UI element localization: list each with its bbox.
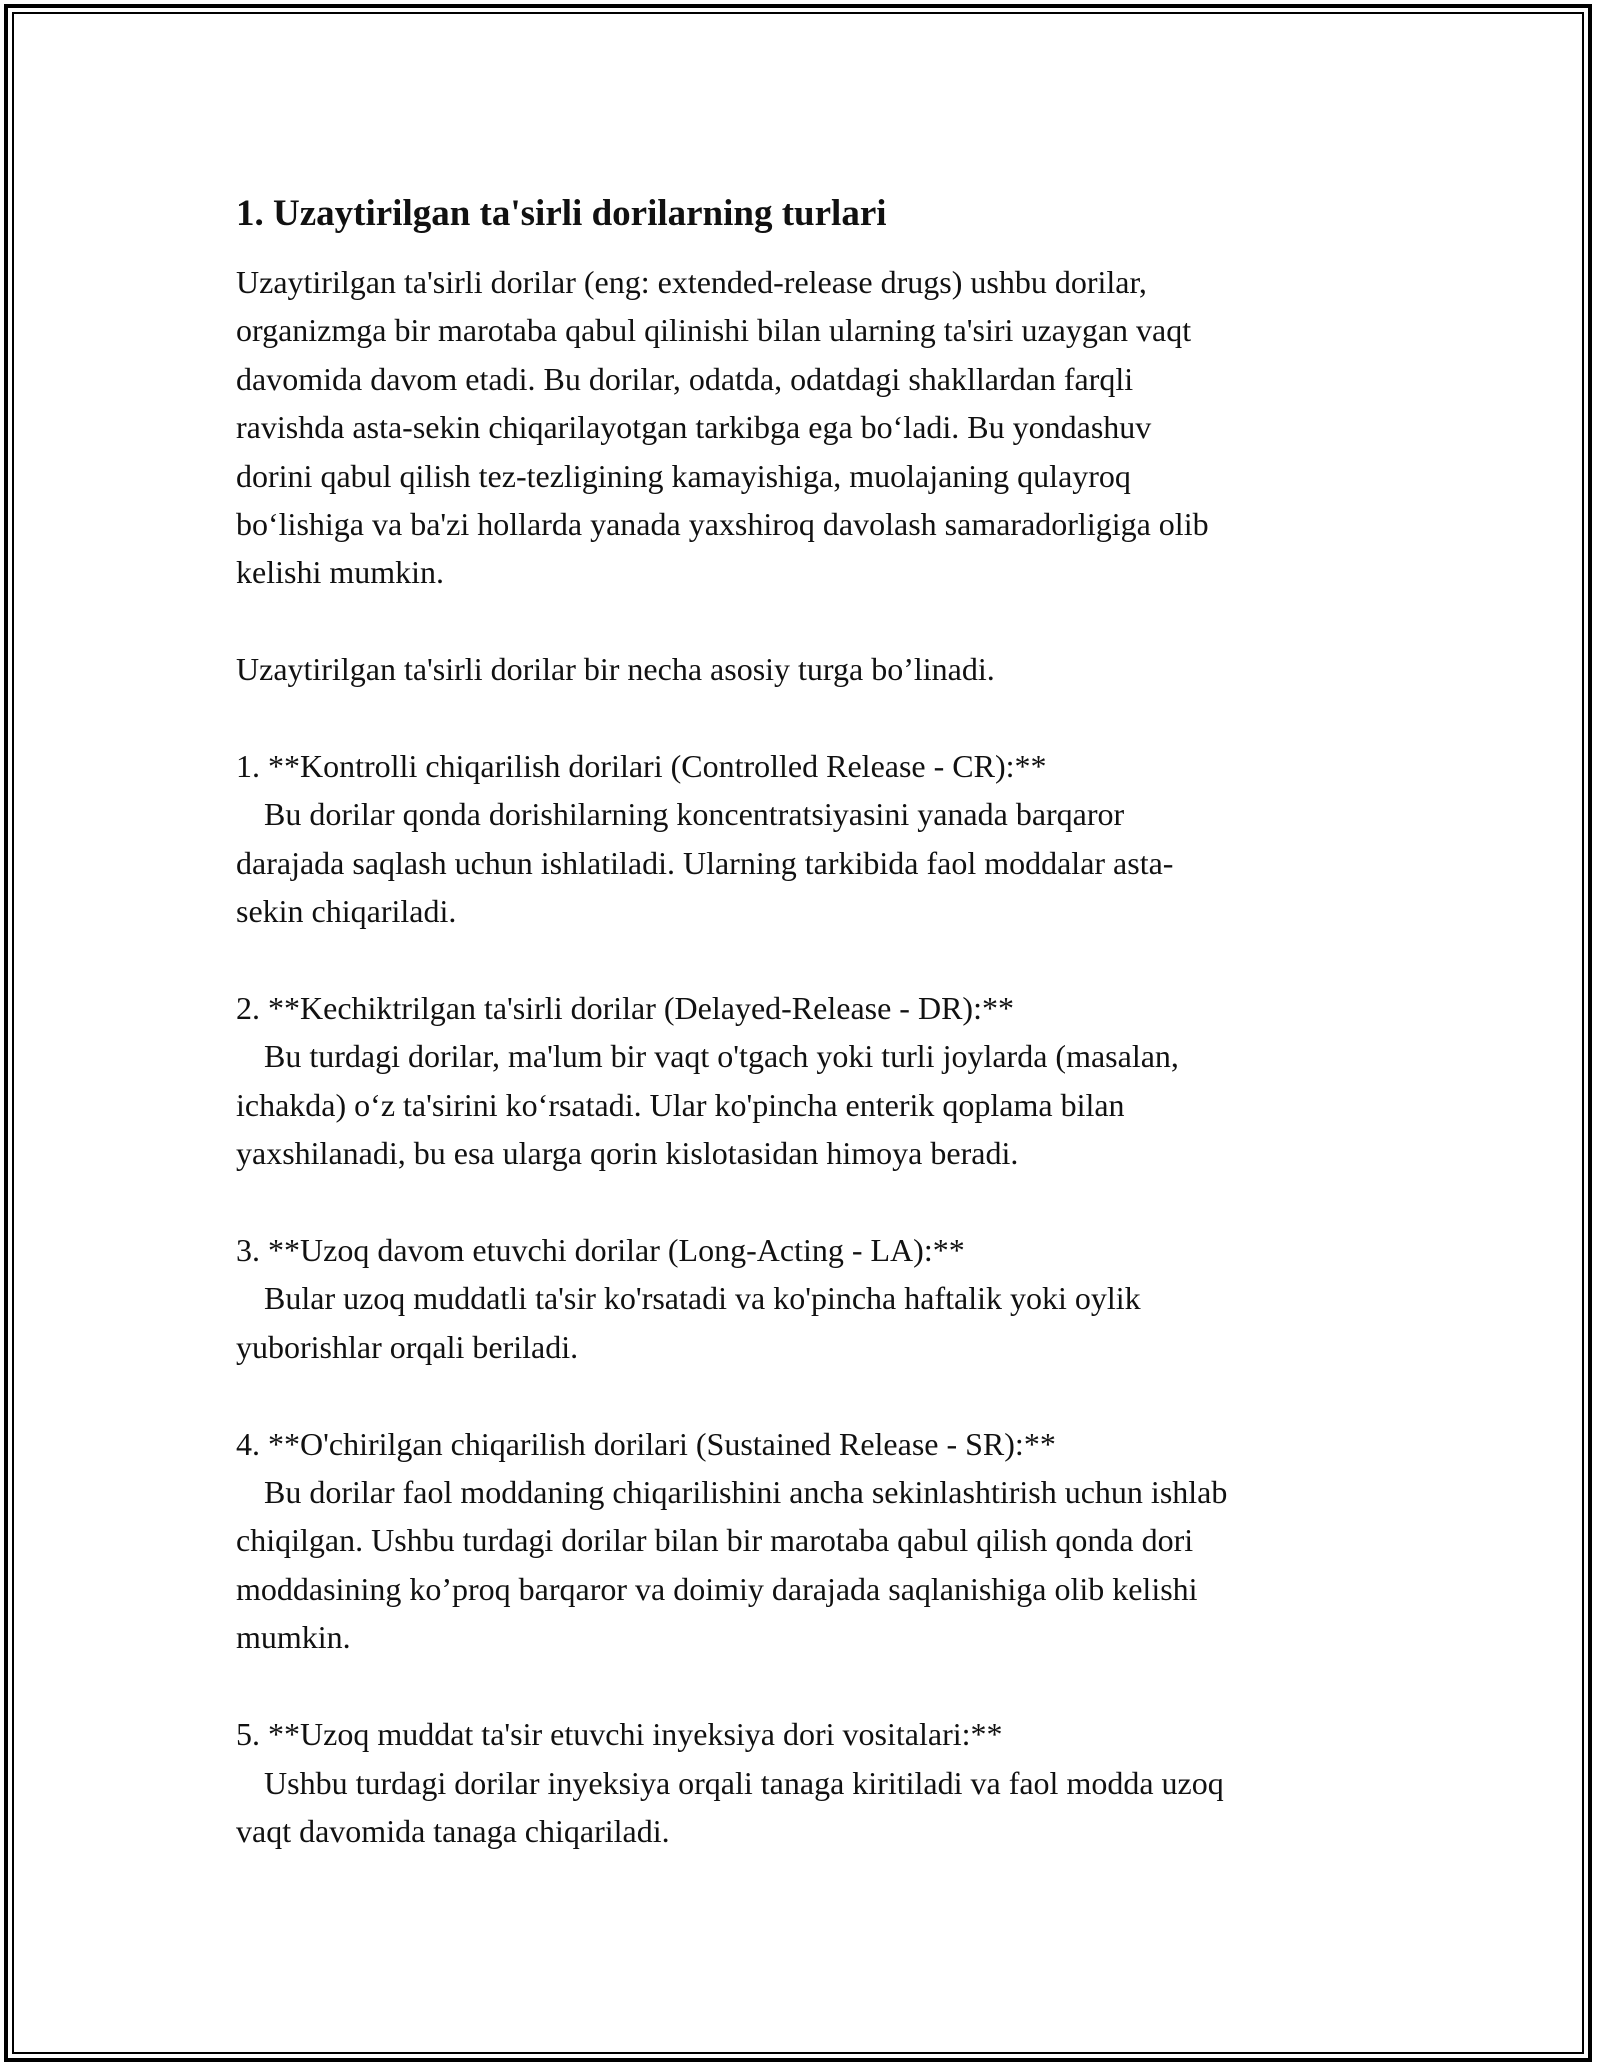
list-item-title: 4. **O'chirilgan chiqarilish dorilari (Sustained Release - SR):** [236, 1425, 1056, 1462]
list-item-title: 1. **Kontrolli chiqarilish dorilari (Controlled Release - CR):** [236, 748, 1047, 785]
intro-line: davomida davom etadi. Bu dorilar, odatda, odatdagi shakllardan farqli [236, 360, 1134, 397]
list-item-line: Bu dorilar faol moddaning chiqarilishini ancha sekinlashtirish uchun ishlab [264, 1474, 1228, 1511]
list-item-line: darajada saqlash uchun ishlatiladi. Ularning tarkibida faol moddalar asta- [236, 844, 1174, 881]
intro-line: dorini qabul qilish tez-tezligining kamayishiga, muolajaning qulayroq [236, 457, 1131, 494]
intro-paragraph [236, 258, 1386, 597]
list-item-line: Bu turdagi dorilar, ma'lum bir vaqt o'tgach yoki turli joylarda (masalan, [264, 1038, 1179, 1075]
list-item-body [236, 1759, 1386, 1856]
list-item-title: 5. **Uzoq muddat ta'sir etuvchi inyeksiya dori vositalari:** [236, 1716, 1003, 1753]
list-item [236, 1710, 1386, 1855]
list-item-line: Bu dorilar qonda dorishilarning koncentratsiyasini yanada barqaror [264, 796, 1125, 833]
list-item-line: moddasining ko’proq barqaror va doimiy darajada saqlanishiga olib kelishi [236, 1570, 1198, 1607]
list-item-line: Ushbu turdagi dorilar inyeksiya orqali tanaga kiritiladi va faol modda uzoq [264, 1764, 1224, 1801]
list-item-line: Bular uzoq muddatli ta'sir ko'rsatadi va ko'pincha haftalik yoki oylik [264, 1280, 1141, 1317]
intro-line: ravishda asta-sekin chiqarilayotgan tarkibga ega bo‘ladi. Bu yondashuv [236, 409, 1152, 446]
intro-line: Uzaytirilgan ta'sirli dorilar (eng: extended-release drugs) ushbu dorilar, [236, 264, 1147, 300]
section-heading: 1. Uzaytirilgan ta'sirli dorilarning turlari [236, 193, 887, 234]
list-item-body [236, 790, 1386, 935]
list-item-body [236, 1274, 1386, 1371]
list-item-line: yaxshilanadi, bu esa ularga qorin kislotasidan himoya beradi. [236, 1135, 1019, 1172]
list-item [236, 742, 1386, 936]
list-item-line: mumkin. [236, 1619, 351, 1656]
list-item-body [236, 1468, 1386, 1662]
list-item [236, 1420, 1386, 1662]
list-item-line: ichakda) o‘z ta'sirini ko‘rsatadi. Ular ko'pincha enterik qoplama bilan [236, 1086, 1125, 1123]
intro-line: kelishi mumkin. [236, 554, 444, 591]
list-item-title: 2. **Kechiktrilgan ta'sirli dorilar (Delayed-Release - DR):** [236, 990, 1014, 1027]
summary-paragraph: Uzaytirilgan ta'sirli dorilar bir necha asosiy turga bo’linadi. [236, 651, 995, 688]
list-item-title: 3. **Uzoq davom etuvchi dorilar (Long-Acting - LA):** [236, 1232, 965, 1269]
intro-line: bo‘lishiga va ba'zi hollarda yanada yaxshiroq davolash samaradorligiga olib [236, 506, 1209, 543]
intro-line: organizmga bir marotaba qabul qilinishi bilan ularning ta'siri uzaygan vaqt [236, 312, 1192, 349]
list-item-line: yuborishlar orqali beriladi. [236, 1328, 579, 1365]
list-item-line: chiqilgan. Ushbu turdagi dorilar bilan bir marotaba qabul qilish qonda dori [236, 1522, 1194, 1559]
list-item [236, 984, 1386, 1178]
list-item-line: vaqt davomida tanaga chiqariladi. [236, 1812, 670, 1849]
list-item [236, 1226, 1386, 1371]
list-item-body [236, 1032, 1386, 1177]
list-item-line: sekin chiqariladi. [236, 893, 457, 930]
document-body [236, 186, 1386, 1855]
